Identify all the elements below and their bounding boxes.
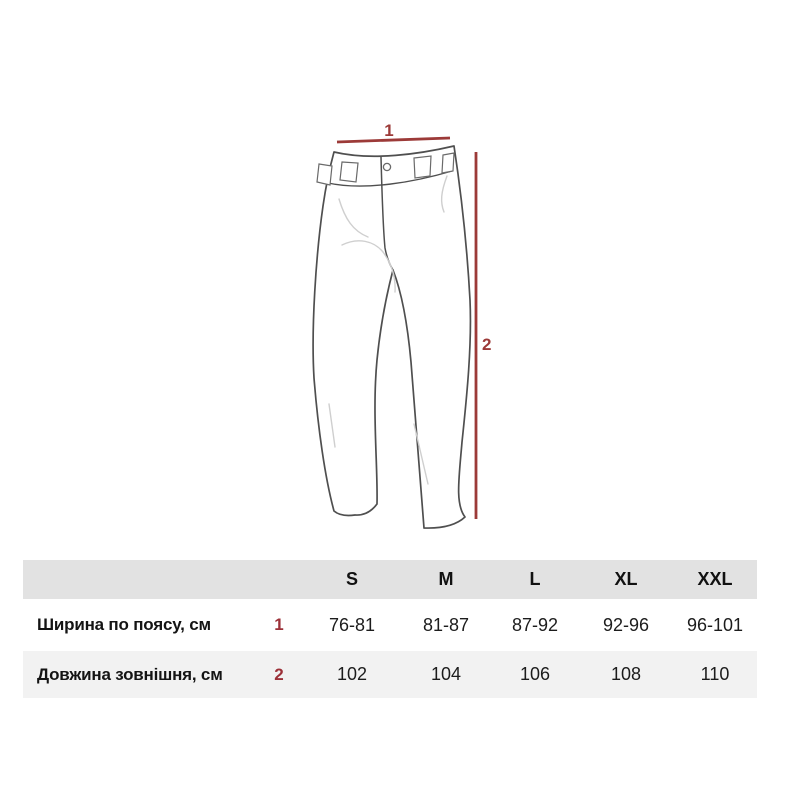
- size-table-header-row: [23, 560, 757, 599]
- measure-label-2: 2: [482, 335, 492, 354]
- size-column-xl: XL: [614, 569, 638, 589]
- size-table: [23, 560, 757, 698]
- value-cell: 104: [430, 664, 462, 684]
- belt-loop: [414, 156, 431, 178]
- value-cell: 108: [610, 664, 642, 684]
- table-row-waist-width: [23, 599, 757, 651]
- size-column-s: S: [345, 569, 358, 589]
- row-label: Довжина зовнішня, см: [37, 664, 223, 684]
- value-cell: 87-92: [511, 614, 559, 635]
- size-column-l: L: [529, 569, 541, 589]
- size-column-xxl: XXL: [697, 569, 733, 589]
- row-marker: 2: [274, 664, 284, 684]
- measure-label-1: 1: [384, 121, 394, 140]
- size-column-m: M: [438, 569, 454, 589]
- value-cell: 76-81: [328, 614, 376, 635]
- value-cell: 92-96: [602, 614, 650, 635]
- belt-loop: [340, 162, 358, 182]
- value-cell: 110: [700, 664, 730, 684]
- pants-outline: [313, 146, 470, 528]
- value-cell: 81-87: [422, 614, 470, 635]
- row-marker: 1: [274, 615, 284, 634]
- value-cell: 96-101: [686, 614, 744, 635]
- value-cell: 102: [336, 664, 368, 684]
- row-label: Ширина по поясу, см: [37, 615, 211, 634]
- belt-loop: [317, 164, 332, 185]
- value-cell: 106: [519, 664, 551, 684]
- belt-loop: [442, 153, 454, 173]
- table-row-outer-length: [23, 651, 757, 698]
